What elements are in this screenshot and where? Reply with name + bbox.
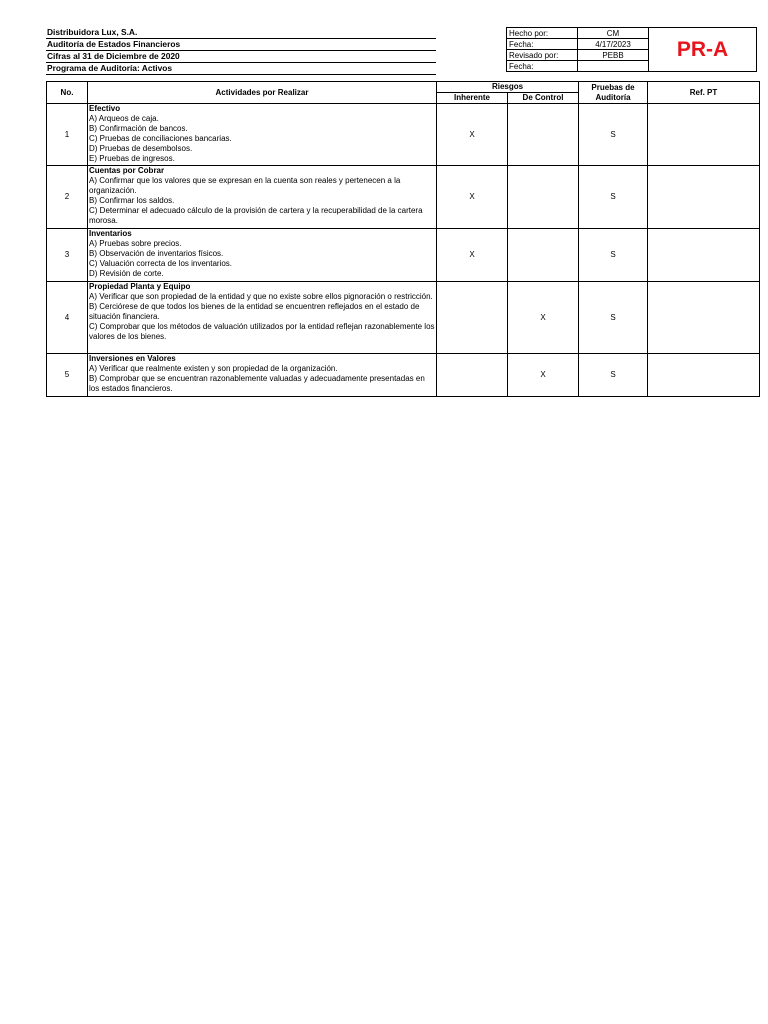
program-title: Programa de Auditoría: Activos xyxy=(46,63,436,75)
ref-pt-cell xyxy=(648,229,760,282)
table-row xyxy=(47,354,760,397)
ref-pt-cell xyxy=(648,354,760,397)
activity-item: D) Pruebas de desembolsos. xyxy=(89,144,193,153)
activity-item: C) Valuación correcta de los inventarios. xyxy=(89,259,233,268)
activity-item: B) Comprobar que se encuentran razonablemente valuadas y adecuadamente presentadas en los estados financieros. xyxy=(89,374,425,393)
reviewed-date-value xyxy=(578,61,649,72)
reviewed-by-value: PEBB xyxy=(578,50,649,61)
activity-item: A) Confirmar que los valores que se expresan en la cuenta son reales y pertenecen a la organización. xyxy=(89,176,401,195)
row-activities xyxy=(88,166,437,229)
period-line: Cifras al 31 de Diciembre de 2020 xyxy=(46,51,436,63)
control-risk-mark xyxy=(508,229,579,282)
activity-item: C) Comprobar que los métodos de valuación utilizados por la entidad reflejan razonablemente los valores de los bienes. xyxy=(89,322,435,341)
control-risk-mark: X xyxy=(508,282,579,354)
inherent-risk-mark: X xyxy=(437,166,508,229)
col-header-risks: Riesgos xyxy=(437,82,579,93)
audit-program-table xyxy=(46,81,760,397)
table-row xyxy=(47,104,760,166)
activity-item: B) Confirmación de bancos. xyxy=(89,124,188,133)
activity-title: Inventarios xyxy=(89,229,132,238)
prepared-by-value: CM xyxy=(578,28,649,39)
activity-item: E) Pruebas de ingresos. xyxy=(89,154,175,163)
row-activities xyxy=(88,104,437,166)
col-header-tests: Pruebas de Auditoría xyxy=(579,82,648,104)
table-row xyxy=(47,166,760,229)
col-header-ref: Ref. PT xyxy=(648,82,760,104)
control-risk-mark: X xyxy=(508,354,579,397)
activity-item: B) Confirmar los saldos. xyxy=(89,196,175,205)
ref-pt-cell xyxy=(648,282,760,354)
row-activities xyxy=(88,229,437,282)
activity-item: A) Verificar que son propiedad de la entidad y que no existe sobre ellos pignoración o restricción. xyxy=(89,292,433,301)
row-activities xyxy=(88,282,437,354)
company-name: Distribuidora Lux, S.A. xyxy=(46,27,436,39)
activity-item: B) Cerciórese de que todos los bienes de la entidad se encuentren reflejados en el estado de situación financiera. xyxy=(89,302,420,321)
table-body xyxy=(47,104,760,397)
inherent-risk-mark xyxy=(437,282,508,354)
activity-title: Propiedad Planta y Equipo xyxy=(89,282,191,291)
control-risk-mark xyxy=(508,166,579,229)
activity-item: B) Observación de inventarios físicos. xyxy=(89,249,224,258)
audit-test-mark: S xyxy=(579,354,648,397)
ref-pt-cell xyxy=(648,166,760,229)
document-header xyxy=(46,27,436,75)
row-number: 4 xyxy=(47,282,88,354)
ref-pt-cell xyxy=(648,104,760,166)
inherent-risk-mark xyxy=(437,354,508,397)
activity-item: C) Pruebas de conciliaciones bancarias. xyxy=(89,134,232,143)
inherent-risk-mark: X xyxy=(437,229,508,282)
audit-test-mark: S xyxy=(579,282,648,354)
reviewed-date-label: Fecha: xyxy=(507,61,578,72)
prepared-date-value: 4/17/2023 xyxy=(578,39,649,50)
inherent-risk-mark: X xyxy=(437,104,508,166)
activity-title: Efectivo xyxy=(89,104,121,113)
activity-item: C) Determinar el adecuado cálculo de la provisión de cartera y la recuperabilidad de la cartera morosa. xyxy=(89,206,423,225)
table-row xyxy=(47,229,760,282)
row-number: 1 xyxy=(47,104,88,166)
audit-test-mark: S xyxy=(579,229,648,282)
prepared-date-label: Fecha: xyxy=(507,39,578,50)
activity-item: A) Verificar que realmente existen y son propiedad de la organización. xyxy=(89,364,338,373)
prepared-by-label: Hecho por: xyxy=(507,28,578,39)
activity-item: D) Revisión de corte. xyxy=(89,269,164,278)
activity-item: A) Arqueos de caja. xyxy=(89,114,159,123)
col-header-control: De Control xyxy=(508,93,579,104)
activity-title: Inversiones en Valores xyxy=(89,354,176,363)
program-code: PR-A xyxy=(649,28,757,72)
audit-test-mark: S xyxy=(579,104,648,166)
control-risk-mark xyxy=(508,104,579,166)
row-number: 5 xyxy=(47,354,88,397)
col-header-inherent: Inherente xyxy=(437,93,508,104)
row-activities xyxy=(88,354,437,397)
row-number: 3 xyxy=(47,229,88,282)
signoff-box xyxy=(506,27,757,72)
activity-item: A) Pruebas sobre precios. xyxy=(89,239,182,248)
engagement-title: Auditoría de Estados Financieros xyxy=(46,39,436,51)
row-number: 2 xyxy=(47,166,88,229)
col-header-no: No. xyxy=(47,82,88,104)
reviewed-by-label: Revisado por: xyxy=(507,50,578,61)
audit-test-mark: S xyxy=(579,166,648,229)
activity-title: Cuentas por Cobrar xyxy=(89,166,165,175)
col-header-activities: Actividades por Realizar xyxy=(88,82,437,104)
table-row xyxy=(47,282,760,354)
